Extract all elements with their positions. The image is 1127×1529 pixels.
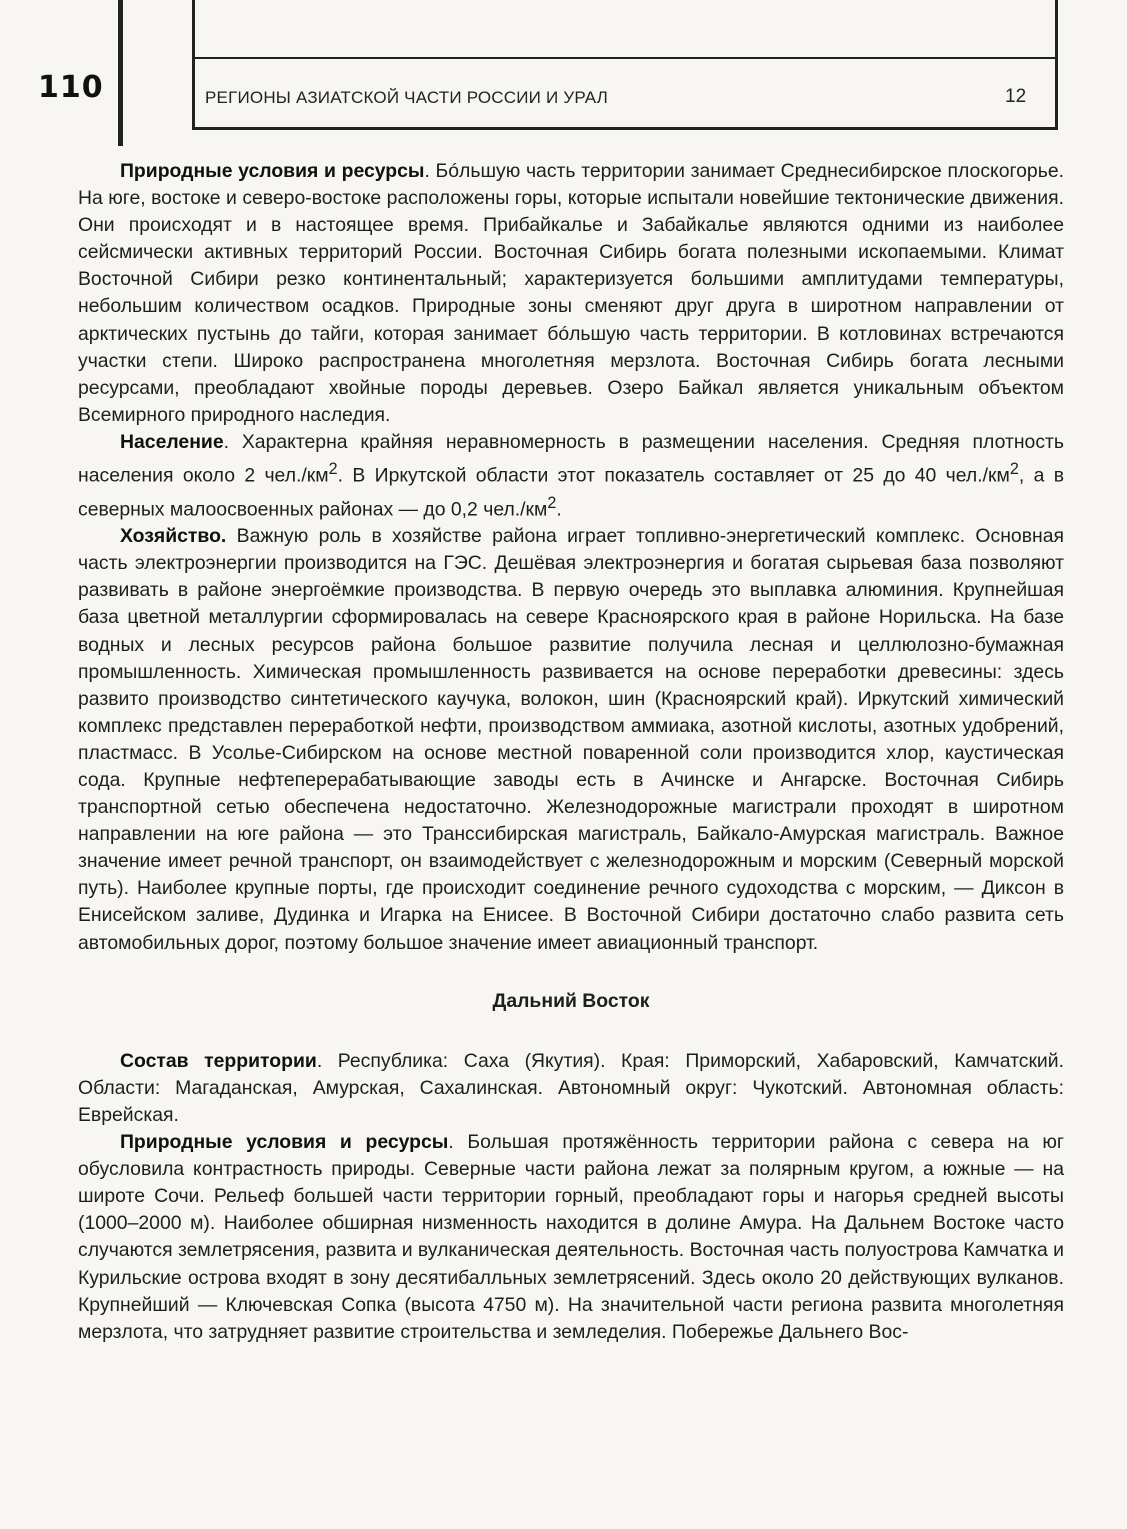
- paragraph-heading: Природные условия и ресурсы: [120, 1131, 449, 1154]
- paragraph-heading: Природные условия и ресурсы: [120, 160, 425, 182]
- paragraph-body: . Характерна крайняя неравномерность в размещении населения. Средняя плотность населения около 2 чел./км: [78, 430, 1064, 487]
- paragraph-body: .: [556, 498, 562, 521]
- paragraph-body: . Республика: Саха (Якутия). Края: Приморский, Хабаровский, Камчатский. Области: Магаданская, Амурская, Сахалинская. Автономный округ: Чукотский. Автономная область: Еврейская.: [78, 1049, 1064, 1126]
- paragraph-heading: Население: [120, 430, 224, 453]
- paragraph-body: , а в северных малоосвоенных районах — до 0,2 чел./км: [78, 464, 1065, 521]
- paragraph-body: Важную роль в хозяйстве района играет топливно-энергетический комплекс. Основная часть электроэнергии производится на ГЭС. Дешёвая электроэнергия и богатая сырьевая база позволяют развивать в районе энергоёмкие производства. В первую очередь это выплавка алюминия. Крупнейшая база цветной металлургии сформировалась на севере Красноярского края в районе Норильска. На базе водных и лесных ресурсов района большое развитие получила лесная и целлюлозно-бумажная промышленность. Химическая промышленность развивается на основе переработки древесины: здесь развито производство синтетического каучука, волокон, шин (Красноярский край). Иркутский химический комплекс представлен переработкой нефти, производством аммиака, азотной кислоты, азотных удобрений, пластмасс. В Усолье-Сибирском на основе местной поваренной соли производится хлор, каустическая сода. Крупные нефтеперерабатывающие заводы есть в Ачинске и Ангарске. Восточная Сибирь транспортной сетью обеспечена недостаточно. Железнодорожные магистрали проходят в широтном направлении на юге района — это Транссибирская магистраль, Байкало-Амурская магистраль. Важное значение имеет речной транспорт, он взаимодействует с железнодорожным и морским (Северный морской путь). Наиболее крупные порты, где происходит соединение речного судоходства с морским, — Диксон в Енисейском заливе, Дудинка и Игарка на Енисее. В Восточной Сибири достаточно слабо развита сеть автомобильных дорог, поэтому большое значение имеет авиационный транспорт.: [78, 525, 1064, 954]
- page-number: 110: [38, 70, 104, 105]
- chapter-number: 12: [1005, 86, 1027, 107]
- running-title: РЕГИОНЫ АЗИАТСКОЙ ЧАСТИ РОССИИ И УРАЛ: [205, 88, 609, 107]
- section-title-far-east: Дальний Восток: [492, 989, 650, 1012]
- paragraph-composition: [78, 1048, 1064, 1129]
- paragraph-nature-east-siberia: [78, 158, 1064, 429]
- header-rule: [192, 57, 1058, 59]
- paragraph-body: . В Иркутской области этот показатель составляет от 25 до 40 чел./км: [337, 464, 1010, 487]
- paragraph-heading: Состав территории: [120, 1049, 317, 1072]
- superscript: 2: [547, 493, 557, 512]
- paragraph-population: [78, 429, 1064, 523]
- paragraph-economy: [78, 523, 1064, 957]
- header-frame: [192, 0, 1058, 130]
- superscript: 2: [328, 460, 338, 479]
- main-text: [78, 158, 1064, 1346]
- margin-rule: [118, 0, 123, 146]
- paragraph-nature-far-east: [78, 1129, 1064, 1346]
- paragraph-heading: Хозяйство.: [120, 525, 227, 548]
- superscript: 2: [1009, 460, 1019, 479]
- paragraph-body: . Большая протяжённость территории района с севера на юг обусловила контрастность природы. Северные части района лежат за полярным кругом, а южные — на широте Сочи. Рельеф большей части территории горный, преобладают горы и нагорья средней высоты (1000–2000 м). Наиболее обширная низменность находится в долине Амура. На Дальнем Востоке часто случаются землетрясения, развита и вулканическая деятельность. Восточная часть полуострова Камчатка и Курильские острова входят в зону десятибалльных землетрясений. Здесь около 20 действующих вулканов. Крупнейший — Ключевская Сопка (высота 4750 м). На значительной части региона развита многолетняя мерзлота, что затрудняет развитие строительства и земледелия. Побережье Дальнего Вос-: [78, 1131, 1064, 1343]
- paragraph-body: . Бóльшую часть территории занимает Среднесибирское плоскогорье. На юге, востоке и северо-востоке расположены горы, которые испытали новейшие тектонические движения. Они происходят и в настоящее время. Прибайкалье и Забайкалье являются одними из наиболее сейсмически активных территорий России. Восточная Сибирь богата полезными ископаемыми. Климат Восточной Сибири резко континентальный; характеризуется большими амплитудами температуры, небольшим количеством осадков. Природные зоны сменяют друг друга в широтном направлении от арктических пустынь до тайги, которая занимает бóльшую часть территории. В котловинах встречаются участки степи. Широко распространена многолетняя мерзлота. Восточная Сибирь богата лесными ресурсами, преобладают хвойные породы деревьев. Озеро Байкал является уникальным объектом Всемирного природного наследия.: [78, 160, 1064, 426]
